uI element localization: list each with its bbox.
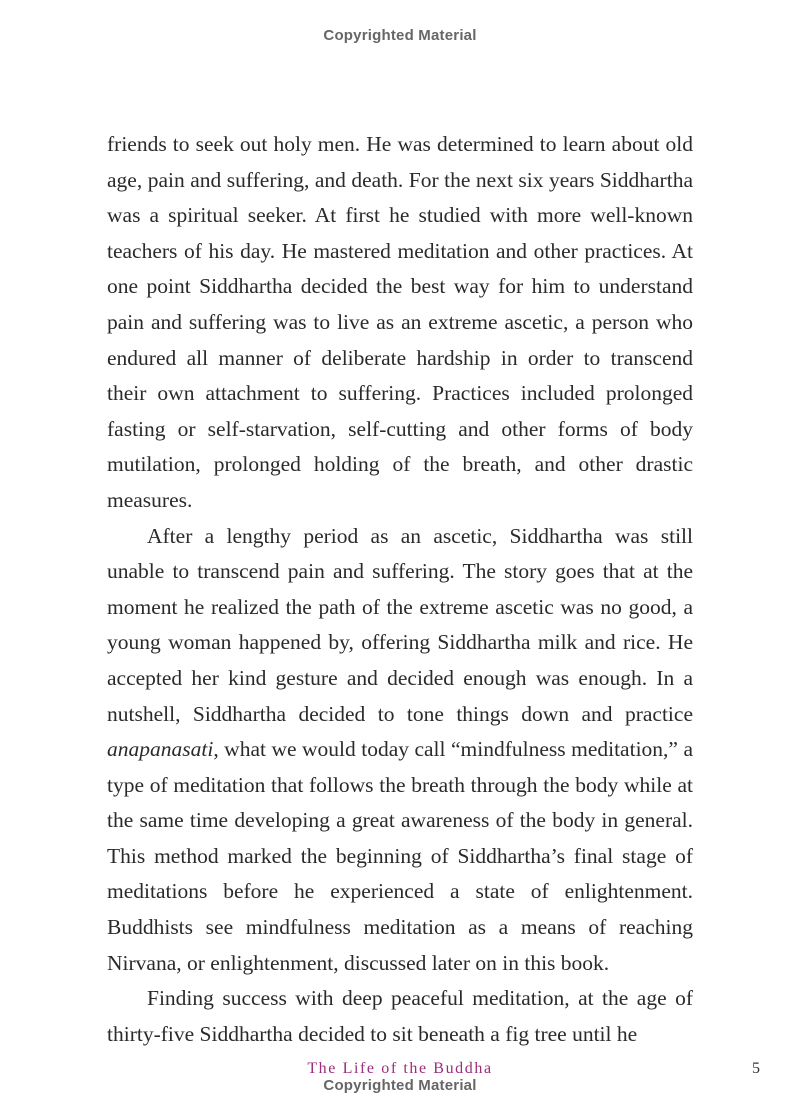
page-number: 5 (752, 1060, 760, 1077)
paragraph-1: friends to seek out holy men. He was determined to learn about old age, pain and suffering, and death. For the next six years Siddhartha was a spiritual seeker. At first he studied with more well-known teachers of his day. He mastered meditation and other practices. At one point Siddhartha decided the best way for him to understand pain and suffering was to live as an extreme ascetic, a person who endured all manner of deliberate hardship in order to transcend their own attachment to suffering. Practices included prolonged fasting or self-starvation, self-cutting and other forms of body mutilation, prolonged holding of the breath, and other drastic measures. (107, 132, 693, 512)
copyright-watermark-bottom: Copyrighted Material (323, 1077, 477, 1094)
paragraph-2-text-end: , what we would today call “mindfulness meditation,” a type of meditation that follows the breath through the body while at the same time developing a great awareness of the body in general. This method marked the beginning of Siddhartha’s final stage of meditations before he experienced a state of enlightenment. Buddhists see mindfulness meditation as a means of reaching Nirvana, or enlightenment, discussed later on in this book. (107, 737, 693, 975)
running-footer-title: The Life of the Buddha (307, 1060, 493, 1077)
paragraph-2-text-start: After a lengthy period as an ascetic, Siddhartha was still unable to transcend pain and suffering. The story goes that at the moment he realized the path of the extreme ascetic was no good, a young woman happened by, offering Siddhartha milk and rice. He accepted her kind gesture and decided enough was enough. In a nutshell, Siddhartha decided to tone things down and practice (107, 523, 693, 726)
paragraph-2 (107, 519, 693, 982)
copyright-watermark-top: Copyrighted Material (323, 27, 477, 44)
italic-term-anapanasati: anapanasati (107, 737, 214, 762)
page-body-text (107, 127, 693, 1052)
paragraph-3: Finding success with deep peaceful meditation, at the age of thirty-five Siddhartha decided to sit beneath a fig tree until he (107, 986, 693, 1046)
